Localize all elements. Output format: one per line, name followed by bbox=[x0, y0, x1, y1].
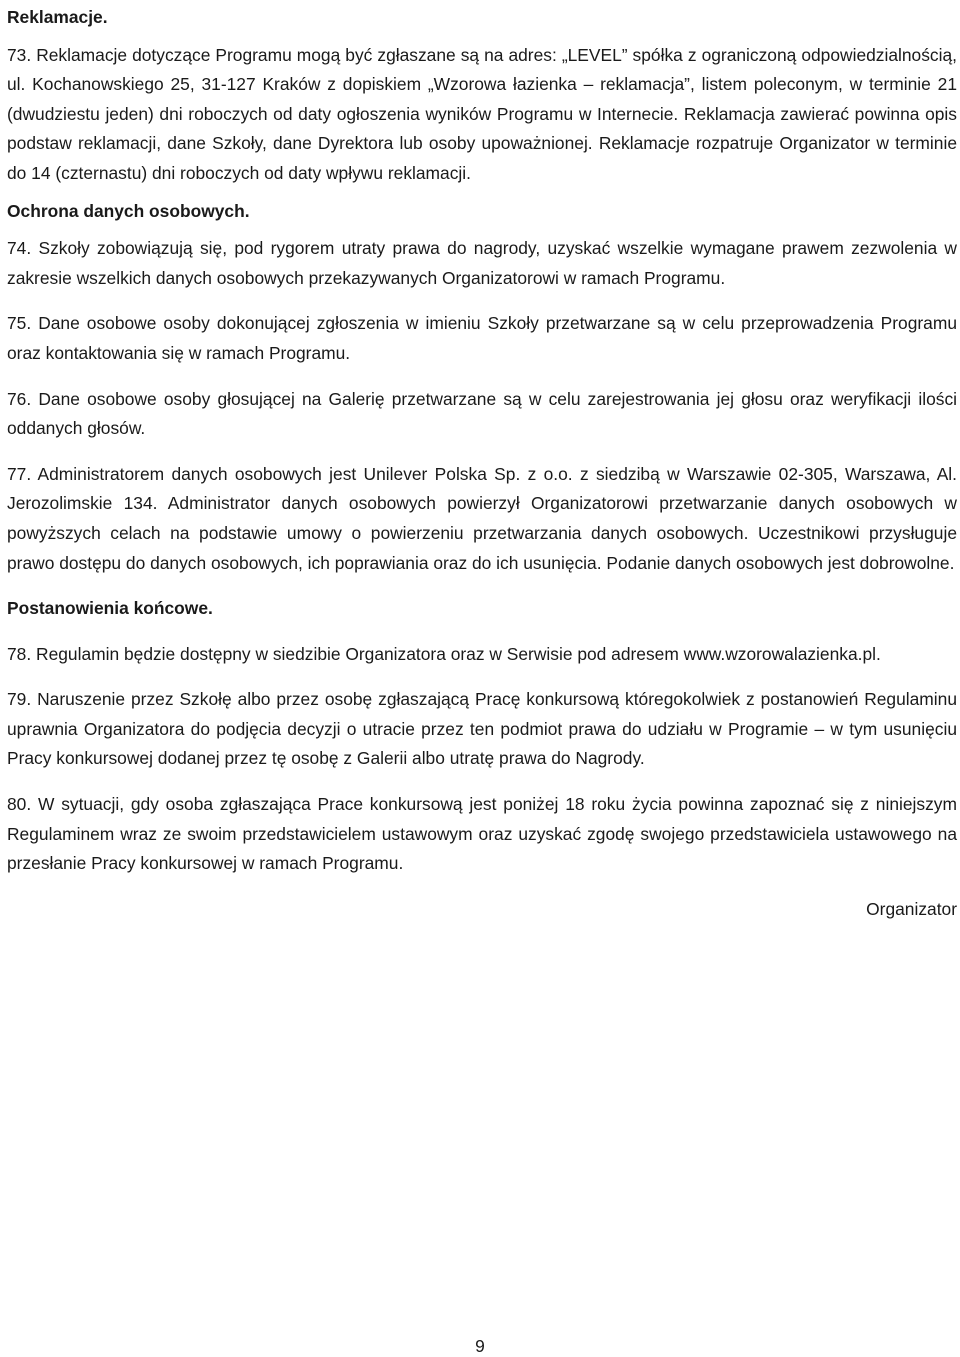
paragraph-74: 74. Szkoły zobowiązują się, pod rygorem utraty prawa do nagrody, uzyskać wszelkie wymagane prawem zezwolenia w zakresie wszelkich danych osobowych przekazywanych Organizatorowi w ramach Programu. bbox=[7, 238, 957, 288]
paragraph-80: 80. W sytuacji, gdy osoba zgłaszająca Prace konkursową jest poniżej 18 roku życia powinna zapoznać się z niniejszym Regulaminem wraz ze swoim przedstawicielem ustawowym oraz uzyskać zgodę swojego przedstawiciela ustawowego na przesłanie Pracy konkursowej w ramach Programu. bbox=[7, 794, 957, 874]
paragraph-78: 78. Regulamin będzie dostępny w siedzibie Organizatora oraz w Serwisie pod adresem www.wzorowalazienka.pl. bbox=[7, 643, 881, 664]
paragraph-73: 73. Reklamacje dotyczące Programu mogą być zgłaszane są na adres: „LEVEL” spółka z ograniczoną odpowiedzialnością, ul. Kochanowskiego 25, 31-127 Kraków z dopiskiem „Wzorowa łazienka – reklamacja”, listem poleconym, w terminie 21 (dwudziestu jeden) dni roboczych od daty ogłoszenia wyników Programu w Internecie. Reklamacja zawierać powinna opis podstaw reklamacji, dane Szkoły, dane Dyrektora lub osoby upoważnionej. Reklamacje rozpatruje Organizator w terminie do 14 (czternastu) dni roboczych od daty wpływu reklamacji. bbox=[7, 44, 957, 183]
page-number: 9 bbox=[475, 1336, 485, 1356]
signature-organizator: Organizator bbox=[866, 898, 957, 919]
paragraph-77: 77. Administratorem danych osobowych jest Unilever Polska Sp. z o.o. z siedzibą w Warszawie 02-305, Warszawa, Al. Jerozolimskie 134. Administrator danych osobowych powierzył Organizatorowi przetwarzanie danych osobowych w powyższych celach na podstawie umowy o powierzeniu przetwarzania danych osobowych. Uczestnikowi przysługuje prawo dostępu do danych osobowych, ich poprawiania oraz do ich usunięcia. Podanie danych osobowych jest dobrowolne. bbox=[7, 463, 957, 573]
paragraph-75: 75. Dane osobowe osoby dokonującej zgłoszenia w imieniu Szkoły przetwarzane są w celu przeprowadzenia Programu oraz kontaktowania się w ramach Programu. bbox=[7, 313, 957, 363]
section-heading-ochrona-danych: Ochrona danych osobowych. bbox=[7, 200, 250, 221]
section-heading-postanowienia: Postanowienia końcowe. bbox=[7, 598, 213, 619]
section-heading-reklamacje: Reklamacje. bbox=[7, 7, 108, 27]
document-page bbox=[7, 3, 957, 924]
paragraph-76: 76. Dane osobowe osoby głosującej na Galerię przetwarzane są w celu zarejestrowania jej głosu oraz weryfikacji ilości oddanych głosów. bbox=[7, 388, 957, 439]
paragraph-79: 79. Naruszenie przez Szkołę albo przez osobę zgłaszającą Pracę konkursową któregokolwiek z postanowień Regulaminu uprawnia Organizatora do podjęcia decyzji o utracie przez ten podmiot prawa do udziału w Programie – w tym usunięciu Pracy konkursowej dodanej przez tę osobę z Galerii albo utratę prawa do Nagrody. bbox=[7, 689, 957, 769]
